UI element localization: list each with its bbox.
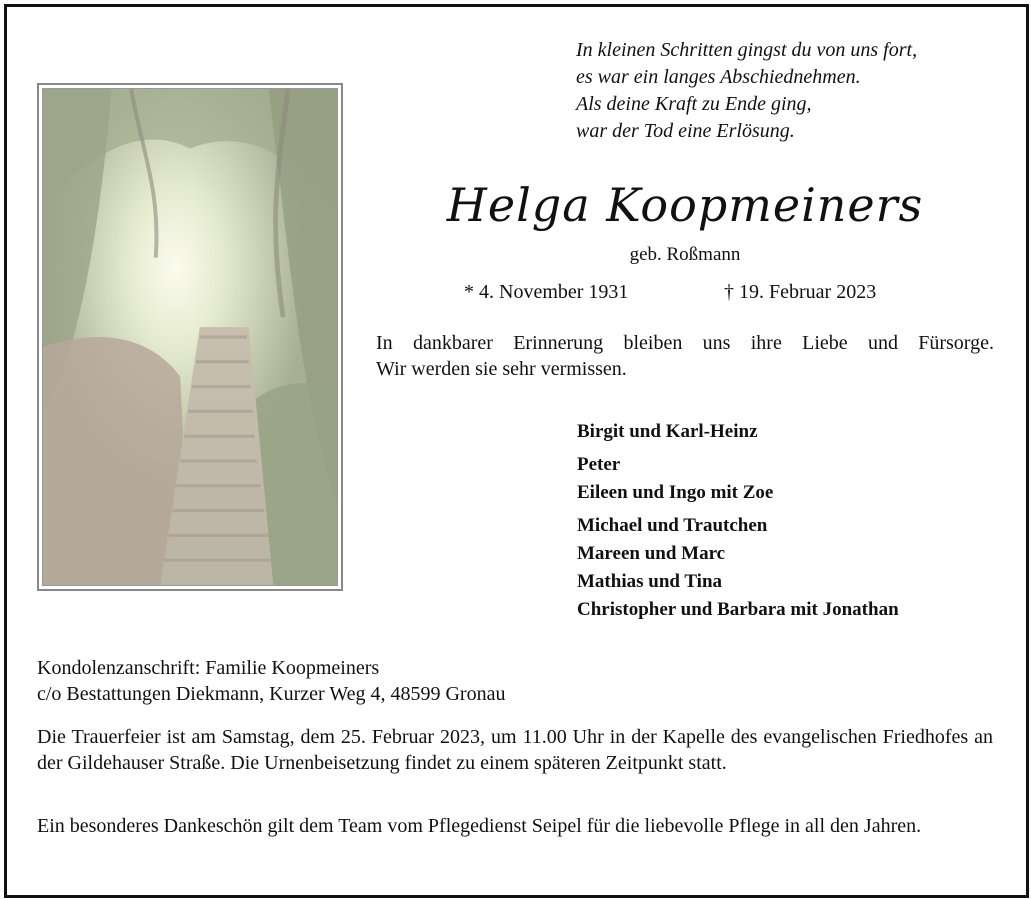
ceremony-info: Die Trauerfeier ist am Samstag, dem 25. Februar 2023, um 11.00 Uhr in der Kapelle des evangelischen Friedhofes an der Gildehauser Straße. Die Urnenbeisetzung findet zu einem späteren Zeitpunkt statt.	[37, 726, 993, 774]
poem-line: es war ein langes Abschiednehmen.	[576, 66, 861, 88]
forest-stairs-photo	[37, 83, 343, 591]
family-member: Mathias und Tina	[577, 571, 723, 592]
family-member: Eileen und Ingo mit Zoe	[577, 482, 774, 503]
family-member: Christopher und Barbara mit Jonathan	[577, 599, 899, 620]
birth-name: geb. Roßmann	[629, 244, 741, 265]
memory-line: Wir werden sie sehr vermissen.	[376, 358, 627, 380]
family-member: Birgit und Karl-Heinz	[577, 421, 758, 442]
birth-date: * 4. November 1931	[464, 281, 629, 303]
forest-stairs-image	[43, 89, 337, 585]
family-list	[577, 418, 899, 629]
memory-line: In dankbarer Erinnerung bleiben uns ihre Liebe und Fürsorge.	[376, 332, 994, 354]
condolence-address	[37, 655, 505, 707]
poem-line: Als deine Kraft zu Ende ging,	[576, 93, 812, 115]
deceased-name: Helga Koopmeiners	[446, 178, 924, 232]
family-member: Mareen und Marc	[577, 543, 726, 564]
death-date: † 19. Februar 2023	[724, 281, 877, 303]
family-member: Michael und Trautchen	[577, 515, 768, 536]
family-group	[577, 451, 899, 507]
poem-line: war der Tod eine Erlösung.	[576, 120, 795, 142]
address-line: Kondolenzanschrift: Familie Koopmeiners	[37, 657, 380, 679]
thanks-note: Ein besonderes Dankeschön gilt dem Team vom Pflegedienst Seipel für die liebevolle Pflege in all den Jahren.	[37, 815, 922, 837]
family-member: Peter	[577, 454, 621, 475]
address-line: c/o Bestattungen Diekmann, Kurzer Weg 4, 48599 Gronau	[37, 683, 506, 705]
family-group	[577, 512, 899, 624]
poem-line: In kleinen Schritten gingst du von uns fort,	[576, 39, 918, 61]
family-group	[577, 418, 899, 446]
poem	[576, 37, 917, 145]
memory-text	[376, 330, 994, 382]
